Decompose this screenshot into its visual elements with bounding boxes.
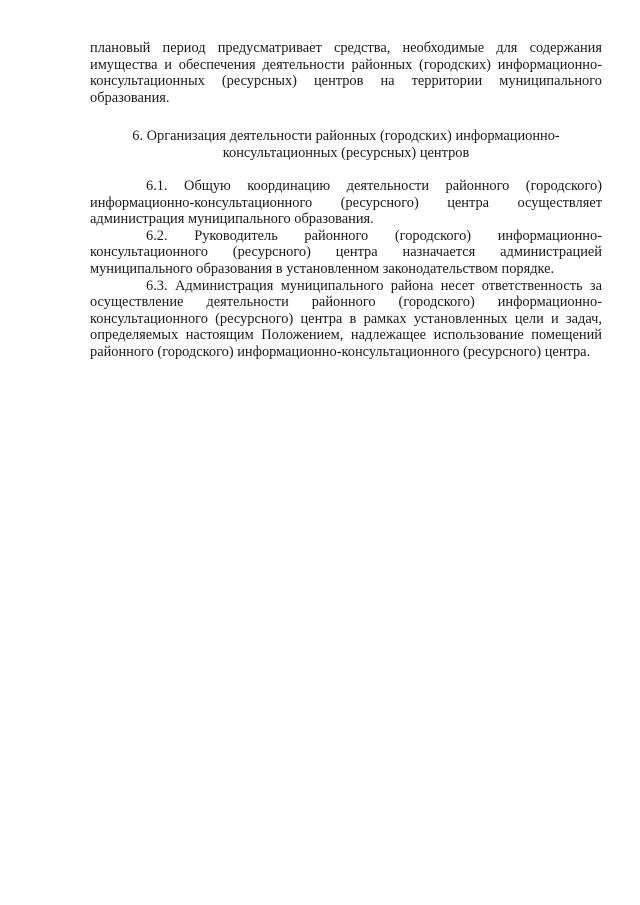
section-body	[90, 178, 602, 361]
paragraph-6-3: 6.3. Администрация муниципального района несет ответственность за осуществление деятельности районного (городского) информационно-консультационного (ресурсного) центра в рамках установленных цели и задач, определяемых настоящим Положением, надлежащее использование помещений районного (городского) информационно-консультационного (ресурсного) центра.	[90, 277, 602, 360]
intro-block	[90, 40, 602, 106]
paragraph-6-1: 6.1. Общую координацию деятельности районного (городского) информационно-консультационного (ресурсного) центра осуществляет администрация муниципального образования.	[90, 178, 602, 228]
section-heading: 6. Организация деятельности районных (городских) информационно-консультационных (ресурсных) центров	[132, 128, 560, 161]
intro-paragraph: плановый период предусматривает средства, необходимые для содержания имущества и обеспечения деятельности районных (городских) информационно-консультационных (ресурсных) центров на территории муниципального образования.	[90, 40, 602, 106]
paragraph-6-2: 6.2. Руководитель районного (городского) информационно-консультационного (ресурсного) центра назначается администрацией муниципального образования в установленном законодательством порядке.	[90, 227, 602, 277]
